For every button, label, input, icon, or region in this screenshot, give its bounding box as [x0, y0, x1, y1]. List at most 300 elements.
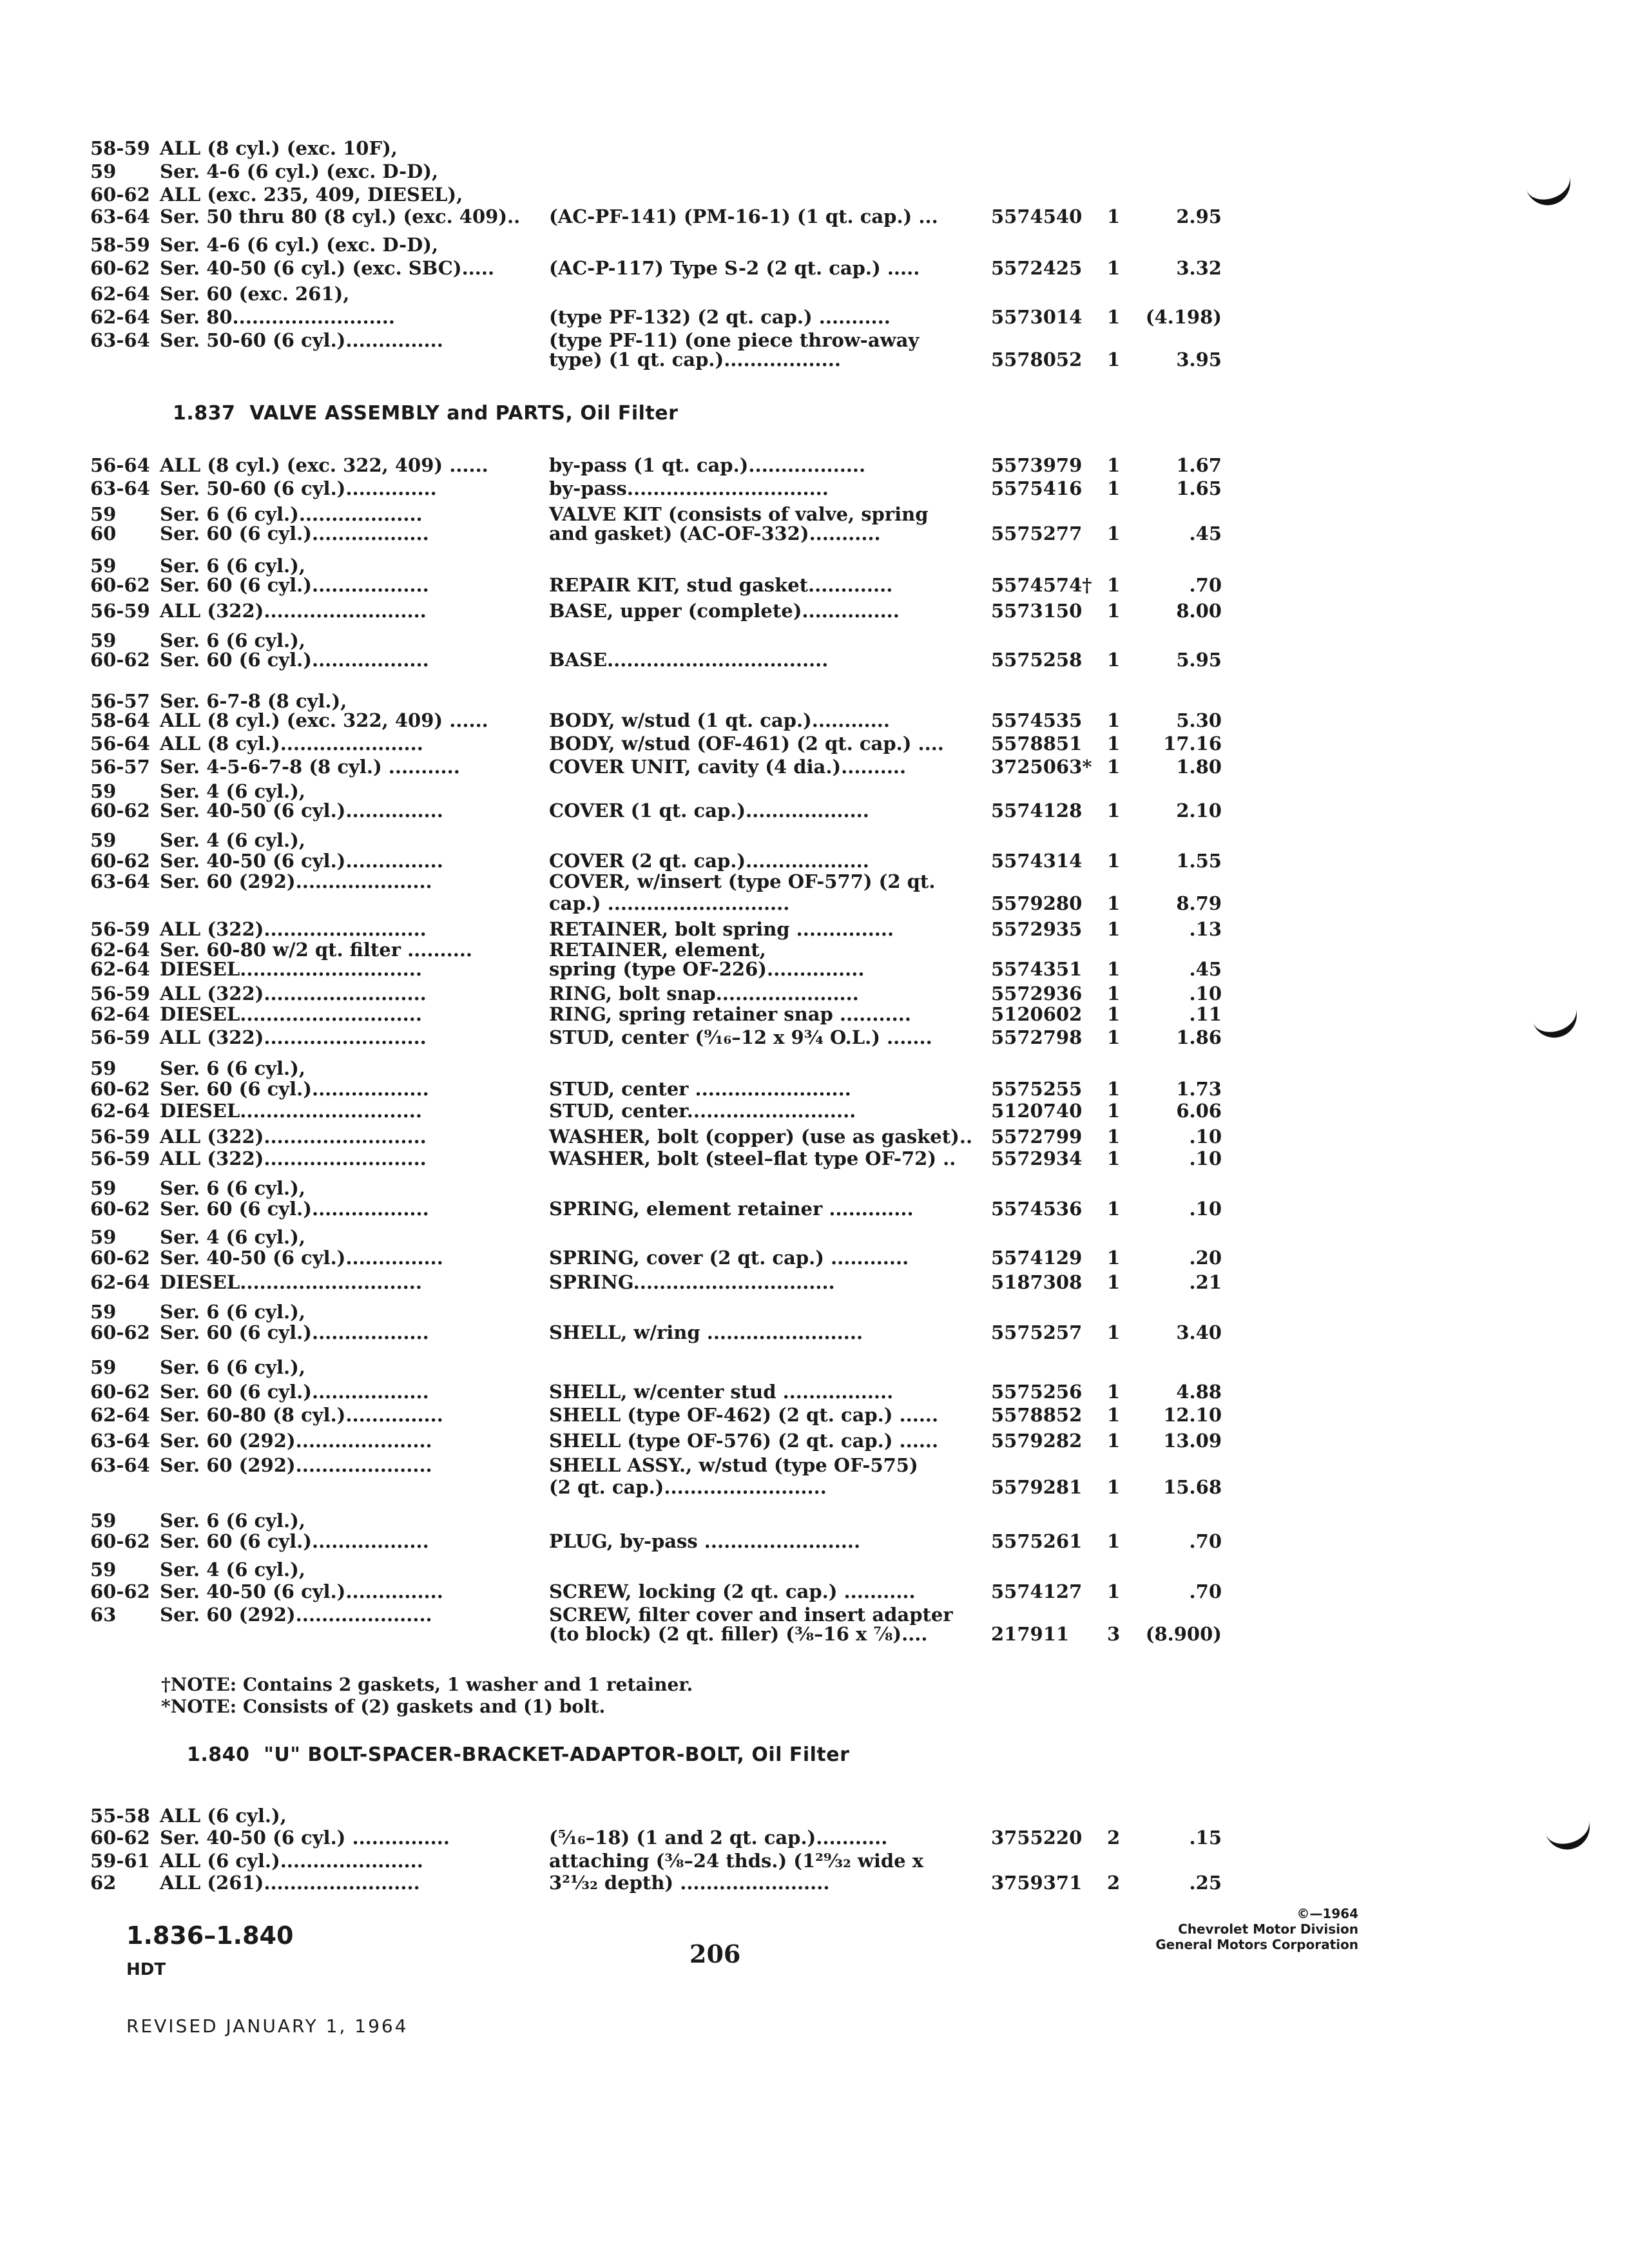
series-info: Ser. 6 (6 cyl.),: [160, 1177, 305, 1199]
price: 1.73: [1176, 1078, 1222, 1100]
model-years: 56-59: [90, 1126, 150, 1148]
section-number: 1.840: [187, 1744, 250, 1766]
part-number: 5579280: [991, 892, 1083, 914]
table-row: [0, 849, 1629, 872]
model-years: 56-57: [90, 756, 150, 778]
part-number: 5578852: [991, 1404, 1083, 1426]
quantity: 1: [1107, 1476, 1121, 1498]
quantity: 1: [1107, 918, 1121, 940]
model-years: 62-64: [90, 1271, 150, 1293]
model-years: 59: [90, 160, 117, 182]
series-info: Ser. 60 (6 cyl.)..................: [160, 523, 429, 544]
price: 13.09: [1163, 1430, 1222, 1452]
table-row: [0, 183, 1629, 206]
table-row: [0, 305, 1629, 329]
copyright-corporation: General Motors Corporation: [1155, 1937, 1358, 1952]
part-number: 5574129: [991, 1247, 1083, 1269]
series-info: Ser. 6 (6 cyl.),: [160, 1057, 305, 1079]
table-row: [0, 870, 1629, 893]
price: .10: [1189, 1126, 1222, 1148]
copyright-year: ©—1964: [1296, 1906, 1358, 1921]
table-row: [0, 477, 1629, 500]
table-row: [0, 282, 1629, 305]
table-row: [0, 892, 1629, 915]
model-years: 59-61: [90, 1850, 150, 1872]
model-years: 58-64: [90, 709, 150, 731]
part-description: SCREW, filter cover and insert adapter: [549, 1604, 953, 1626]
part-description: SCREW, locking (2 qt. cap.) ...........: [549, 1581, 916, 1602]
part-description: (AC-P-117) Type S-2 (2 qt. cap.) .....: [549, 257, 920, 279]
page-number: 206: [689, 1939, 741, 1968]
part-number: 5575257: [991, 1321, 1083, 1343]
price: 17.16: [1163, 733, 1222, 754]
table-row: [0, 1197, 1629, 1220]
series-info: Ser. 40-50 (6 cyl.)...............: [160, 1581, 443, 1602]
part-description: RETAINER, bolt spring ...............: [549, 918, 894, 940]
part-number: 5572798: [991, 1026, 1083, 1048]
price: .13: [1189, 918, 1222, 940]
part-number: 5574536: [991, 1198, 1083, 1220]
price: .10: [1189, 1198, 1222, 1220]
table-row: [0, 1380, 1629, 1403]
quantity: 1: [1107, 983, 1121, 1004]
part-description: and gasket) (AC-OF-332)...........: [549, 523, 881, 544]
series-info: Ser. 6 (6 cyl.),: [160, 1356, 305, 1378]
series-info: ALL (322).........................: [160, 1126, 427, 1148]
model-years: 63-64: [90, 870, 150, 892]
table-row: [0, 1403, 1629, 1427]
part-description: by-pass (1 qt. cap.)..................: [549, 454, 866, 476]
table-row: [0, 1271, 1629, 1294]
model-years: 58-59: [90, 234, 150, 256]
model-years: 60-62: [90, 800, 150, 822]
series-info: Ser. 6 (6 cyl.),: [160, 629, 305, 651]
series-info: Ser. 40-50 (6 cyl.)...............: [160, 1247, 443, 1269]
series-info: DIESEL............................: [160, 1100, 422, 1122]
price: 4.88: [1176, 1381, 1222, 1403]
series-info: Ser. 4 (6 cyl.),: [160, 780, 305, 802]
part-number: 217911: [991, 1623, 1070, 1645]
model-years: 56-64: [90, 733, 150, 754]
table-row: [0, 1826, 1629, 1849]
model-years: 59: [90, 1057, 117, 1079]
series-info: DIESEL............................: [160, 1003, 422, 1025]
series-info: Ser. 4 (6 cyl.),: [160, 1559, 305, 1581]
series-info: Ser. 50-60 (6 cyl.)..............: [160, 477, 437, 499]
table-row: [0, 648, 1629, 671]
part-description: (2 qt. cap.).........................: [549, 1476, 827, 1498]
price: 2.95: [1176, 206, 1222, 227]
part-number: 5578851: [991, 733, 1083, 754]
table-row: [0, 982, 1629, 1005]
series-info: Ser. 40-50 (6 cyl.)...............: [160, 850, 443, 872]
quantity: 1: [1107, 1271, 1121, 1293]
series-info: Ser. 50-60 (6 cyl.)...............: [160, 329, 443, 351]
table-row: [0, 233, 1629, 256]
part-description: RING, spring retainer snap ...........: [549, 1003, 911, 1025]
quantity: 3: [1107, 1623, 1121, 1645]
price: 8.00: [1176, 600, 1222, 622]
part-description: STUD, center ........................: [549, 1078, 851, 1100]
part-number: 5575258: [991, 649, 1083, 671]
series-info: Ser. 60 (292).....................: [160, 1604, 432, 1626]
model-years: 60-62: [90, 1198, 150, 1220]
quantity: 1: [1107, 454, 1121, 476]
table-row: [0, 1026, 1629, 1049]
series-info: Ser. 60 (292).....................: [160, 1454, 432, 1476]
part-number: 5575255: [991, 1078, 1083, 1100]
model-years: 60-62: [90, 1827, 150, 1849]
part-description: attaching (⅜–24 thds.) (1²⁹⁄₃₂ wide x: [549, 1850, 924, 1872]
table-row: [0, 1509, 1629, 1532]
part-number: 5578052: [991, 349, 1083, 370]
model-years: 59: [90, 829, 117, 851]
model-years: 56-59: [90, 600, 150, 622]
price: 8.79: [1176, 892, 1222, 914]
section-heading-1840: [187, 1744, 849, 1766]
model-years: 63-64: [90, 329, 150, 351]
table-row: [0, 1530, 1629, 1553]
series-info: ALL (322).........................: [160, 983, 427, 1004]
part-description: STUD, center (⁹⁄₁₆–12 x 9¾ O.L.) .......: [549, 1026, 932, 1048]
model-years: 59: [90, 1177, 117, 1199]
table-row: [0, 1003, 1629, 1026]
model-years: 60-62: [90, 1321, 150, 1343]
series-info: Ser. 4-5-6-7-8 (8 cyl.) ...........: [160, 756, 460, 778]
table-row: [0, 1099, 1629, 1122]
table-row: [0, 1057, 1629, 1080]
series-info: Ser. 6-7-8 (8 cyl.),: [160, 690, 347, 712]
model-years: 63-64: [90, 1454, 150, 1476]
series-info: Ser. 40-50 (6 cyl.)...............: [160, 800, 443, 822]
table-row: [0, 348, 1629, 371]
quantity: 1: [1107, 306, 1121, 328]
part-description: BASE, upper (complete)...............: [549, 600, 900, 622]
quantity: 1: [1107, 1530, 1121, 1552]
model-years: 59: [90, 1559, 117, 1581]
series-info: Ser. 80.........................: [160, 306, 395, 328]
table-row: [0, 1246, 1629, 1269]
price: 3.40: [1176, 1321, 1222, 1343]
series-info: Ser. 4-6 (6 cyl.) (exc. D-D),: [160, 160, 439, 182]
model-years: 60-62: [90, 1530, 150, 1552]
model-years: 56-57: [90, 690, 150, 712]
price: 12.10: [1163, 1404, 1222, 1426]
part-number: 5120602: [991, 1003, 1083, 1025]
model-years: 62-64: [90, 958, 150, 980]
model-years: 60-62: [90, 1581, 150, 1602]
quantity: 1: [1107, 1321, 1121, 1343]
table-row: [0, 1429, 1629, 1452]
table-row: [0, 1321, 1629, 1344]
part-description: RETAINER, element,: [549, 939, 766, 961]
series-info: Ser. 40-50 (6 cyl.) (exc. SBC).....: [160, 257, 495, 279]
model-years: 56-64: [90, 454, 150, 476]
part-number: 5574540: [991, 206, 1083, 227]
quantity: 1: [1107, 1148, 1121, 1169]
part-description: REPAIR KIT, stud gasket.............: [549, 574, 893, 596]
model-years: 63-64: [90, 206, 150, 227]
price: 5.95: [1176, 649, 1222, 671]
price: .20: [1189, 1247, 1222, 1269]
series-info: ALL (261)........................: [160, 1872, 420, 1894]
series-info: Ser. 4 (6 cyl.),: [160, 829, 305, 851]
series-info: Ser. 60 (292).....................: [160, 870, 432, 892]
series-info: Ser. 60 (6 cyl.)..................: [160, 649, 429, 671]
part-number: 5572935: [991, 918, 1083, 940]
table-row: [0, 573, 1629, 597]
model-years: 59: [90, 1226, 117, 1248]
table-row: [0, 160, 1629, 183]
price: .11: [1189, 1003, 1222, 1025]
part-number: 5575277: [991, 523, 1083, 544]
series-info: Ser. 6 (6 cyl.)...................: [160, 503, 423, 525]
quantity: 1: [1107, 649, 1121, 671]
quantity: 1: [1107, 1247, 1121, 1269]
model-years: 60-62: [90, 184, 150, 206]
price: .70: [1189, 574, 1222, 596]
table-row: [0, 1077, 1629, 1100]
model-years: 59: [90, 629, 117, 651]
part-description: COVER UNIT, cavity (4 dia.)..........: [549, 756, 907, 778]
note-dagger: †NOTE: Contains 2 gaskets, 1 washer and 1 retainer.: [161, 1674, 693, 1695]
part-number: 5579282: [991, 1430, 1083, 1452]
table-row: [0, 1177, 1629, 1200]
table-row: [0, 957, 1629, 981]
quantity: 1: [1107, 1404, 1121, 1426]
part-number: 5572934: [991, 1148, 1083, 1169]
part-description: SHELL, w/center stud .................: [549, 1381, 894, 1403]
part-description: cap.) ............................: [549, 892, 790, 914]
table-row: [0, 205, 1629, 228]
part-number: 3755220: [991, 1827, 1083, 1849]
model-years: 60-62: [90, 257, 150, 279]
part-description: WASHER, bolt (steel–flat type OF-72) ..: [549, 1148, 956, 1169]
part-number: 5572425: [991, 257, 1083, 279]
part-number: 5575256: [991, 1381, 1083, 1403]
quantity: 1: [1107, 1100, 1121, 1122]
part-description: 3²¹⁄₃₂ depth) .......................: [549, 1872, 830, 1894]
series-info: Ser. 6 (6 cyl.),: [160, 555, 305, 577]
table-row: [0, 755, 1629, 778]
quantity: 1: [1107, 600, 1121, 622]
price: 6.06: [1176, 1100, 1222, 1122]
table-row: [0, 1558, 1629, 1581]
table-row: [0, 799, 1629, 822]
quantity: 1: [1107, 892, 1121, 914]
part-description: WASHER, bolt (copper) (use as gasket)..: [549, 1126, 973, 1148]
series-info: ALL (8 cyl.) (exc. 322, 409) ......: [160, 454, 488, 476]
part-description: (AC-PF-141) (PM-16-1) (1 qt. cap.) ...: [549, 206, 938, 227]
quantity: 1: [1107, 206, 1121, 227]
part-description: VALVE KIT (consists of valve, spring: [549, 503, 929, 525]
quantity: 1: [1107, 1078, 1121, 1100]
series-info: ALL (6 cyl.)......................: [160, 1850, 423, 1872]
series-info: ALL (322).........................: [160, 1026, 427, 1048]
series-info: Ser. 60 (6 cyl.)..................: [160, 1078, 429, 1100]
part-description: BODY, w/stud (OF-461) (2 qt. cap.) ....: [549, 733, 944, 754]
part-number: 5575416: [991, 477, 1083, 499]
part-number: 5120740: [991, 1100, 1083, 1122]
part-description: (type PF-132) (2 qt. cap.) ...........: [549, 306, 891, 328]
part-number: 3725063*: [991, 756, 1092, 778]
part-description: by-pass...............................: [549, 477, 829, 499]
series-info: Ser. 60 (6 cyl.)..................: [160, 1198, 429, 1220]
part-number: 5579281: [991, 1476, 1083, 1498]
model-years: 59: [90, 503, 117, 525]
quantity: 1: [1107, 477, 1121, 499]
model-years: 63-64: [90, 477, 150, 499]
series-info: ALL (8 cyl.)......................: [160, 733, 423, 754]
part-number: 5574574†: [991, 574, 1092, 596]
quantity: 1: [1107, 523, 1121, 544]
quantity: 1: [1107, 574, 1121, 596]
table-row: [0, 732, 1629, 755]
model-years: 59: [90, 1356, 117, 1378]
price: 1.55: [1176, 850, 1222, 872]
section-number: 1.837: [173, 402, 236, 425]
series-info: DIESEL............................: [160, 1271, 422, 1293]
table-row: [0, 709, 1629, 732]
price: 15.68: [1163, 1476, 1222, 1498]
model-years: 60: [90, 523, 117, 544]
table-row: [0, 454, 1629, 477]
quantity: 1: [1107, 1026, 1121, 1048]
table-row: [0, 1356, 1629, 1379]
revision-date: REVISED JANUARY 1, 1964: [126, 2015, 409, 2037]
table-row: [0, 256, 1629, 280]
price: 1.65: [1176, 477, 1222, 499]
price: .21: [1189, 1271, 1222, 1293]
quantity: 1: [1107, 850, 1121, 872]
price: 1.67: [1176, 454, 1222, 476]
model-years: 55-58: [90, 1805, 150, 1827]
part-description: RING, bolt snap......................: [549, 983, 859, 1004]
part-description: SHELL (type OF-576) (2 qt. cap.) ......: [549, 1430, 939, 1452]
model-years: 62-64: [90, 1003, 150, 1025]
section-title: "U" BOLT-SPACER-BRACKET-ADAPTOR-BOLT, Oil Filter: [264, 1744, 850, 1766]
series-info: Ser. 50 thru 80 (8 cyl.) (exc. 409)..: [160, 206, 521, 227]
table-row: [0, 1300, 1629, 1323]
price: .10: [1189, 1148, 1222, 1169]
part-number: 3759371: [991, 1872, 1083, 1894]
quantity: 1: [1107, 1581, 1121, 1602]
price: .45: [1189, 523, 1222, 544]
table-row: [0, 829, 1629, 852]
part-description: BASE..................................: [549, 649, 829, 671]
price: .25: [1189, 1872, 1222, 1894]
series-info: Ser. 60 (exc. 261),: [160, 283, 350, 305]
series-info: ALL (8 cyl.) (exc. 10F),: [160, 137, 398, 159]
model-years: 60-62: [90, 1381, 150, 1403]
quantity: 1: [1107, 1198, 1121, 1220]
part-number: 5574314: [991, 850, 1083, 872]
model-years: 62-64: [90, 1404, 150, 1426]
model-years: 59: [90, 780, 117, 802]
quantity: 1: [1107, 800, 1121, 822]
part-description: PLUG, by-pass ........................: [549, 1530, 861, 1552]
series-info: ALL (exc. 235, 409, DIESEL),: [160, 184, 463, 206]
model-years: 56-59: [90, 1026, 150, 1048]
model-years: 56-59: [90, 1148, 150, 1169]
part-description: COVER (1 qt. cap.)...................: [549, 800, 869, 822]
model-years: 58-59: [90, 137, 150, 159]
series-info: Ser. 60 (292).....................: [160, 1430, 432, 1452]
part-number: 5573979: [991, 454, 1083, 476]
price: 1.86: [1176, 1026, 1222, 1048]
series-info: Ser. 6 (6 cyl.),: [160, 1301, 305, 1323]
part-description: (type PF-11) (one piece throw-away: [549, 329, 920, 351]
part-number: 5572936: [991, 983, 1083, 1004]
series-info: ALL (322).........................: [160, 600, 427, 622]
quantity: 1: [1107, 1430, 1121, 1452]
section-title: VALVE ASSEMBLY and PARTS, Oil Filter: [249, 402, 679, 425]
price: 3.32: [1176, 257, 1222, 279]
price: .45: [1189, 958, 1222, 980]
copyright-division: Chevrolet Motor Division: [1178, 1921, 1358, 1937]
model-years: 60-62: [90, 850, 150, 872]
series-info: Ser. 60-80 (8 cyl.)...............: [160, 1404, 443, 1426]
series-info: Ser. 60 (6 cyl.)..................: [160, 574, 429, 596]
series-info: ALL (322).........................: [160, 1148, 427, 1169]
model-years: 59: [90, 1301, 117, 1323]
table-row: [0, 1454, 1629, 1477]
table-row: [0, 1804, 1629, 1827]
series-info: Ser. 40-50 (6 cyl.) ...............: [160, 1827, 450, 1849]
series-info: DIESEL............................: [160, 958, 422, 980]
price: 1.80: [1176, 756, 1222, 778]
series-info: ALL (6 cyl.),: [160, 1805, 287, 1827]
quantity: 1: [1107, 349, 1121, 370]
price: 2.10: [1176, 800, 1222, 822]
footer-section-range: 1.836–1.840: [126, 1921, 294, 1950]
series-info: ALL (322).........................: [160, 918, 427, 940]
price: .70: [1189, 1530, 1222, 1552]
part-description: type) (1 qt. cap.)..................: [549, 349, 841, 370]
part-number: 5574535: [991, 709, 1083, 731]
price: 3.95: [1176, 349, 1222, 370]
part-description: SHELL (type OF-462) (2 qt. cap.) ......: [549, 1404, 939, 1426]
model-years: 62-64: [90, 306, 150, 328]
footer-code: HDT: [126, 1960, 166, 1979]
table-row: [0, 1849, 1629, 1872]
table-row: [0, 1475, 1629, 1499]
price: (8.900): [1145, 1623, 1222, 1645]
quantity: 1: [1107, 257, 1121, 279]
price: 5.30: [1176, 709, 1222, 731]
quantity: 1: [1107, 756, 1121, 778]
table-row: [0, 1125, 1629, 1148]
model-years: 62-64: [90, 283, 150, 305]
part-description: (to block) (2 qt. filler) (⅜–16 x ⅞)....: [549, 1623, 928, 1645]
part-number: 5574128: [991, 800, 1083, 822]
part-number: 5573014: [991, 306, 1083, 328]
part-description: COVER, w/insert (type OF-577) (2 qt.: [549, 870, 936, 892]
quantity: 1: [1107, 733, 1121, 754]
part-description: SPRING, cover (2 qt. cap.) ............: [549, 1247, 909, 1269]
quantity: 2: [1107, 1827, 1121, 1849]
model-years: 63-64: [90, 1430, 150, 1452]
part-description: spring (type OF-226)...............: [549, 958, 865, 980]
table-row: [0, 1147, 1629, 1170]
part-number: 5187308: [991, 1271, 1083, 1293]
series-info: Ser. 60 (6 cyl.)..................: [160, 1321, 429, 1343]
price: .15: [1189, 1827, 1222, 1849]
model-years: 60-62: [90, 1078, 150, 1100]
section-heading-1837: [173, 402, 678, 425]
quantity: 1: [1107, 958, 1121, 980]
table-row: [0, 1622, 1629, 1646]
